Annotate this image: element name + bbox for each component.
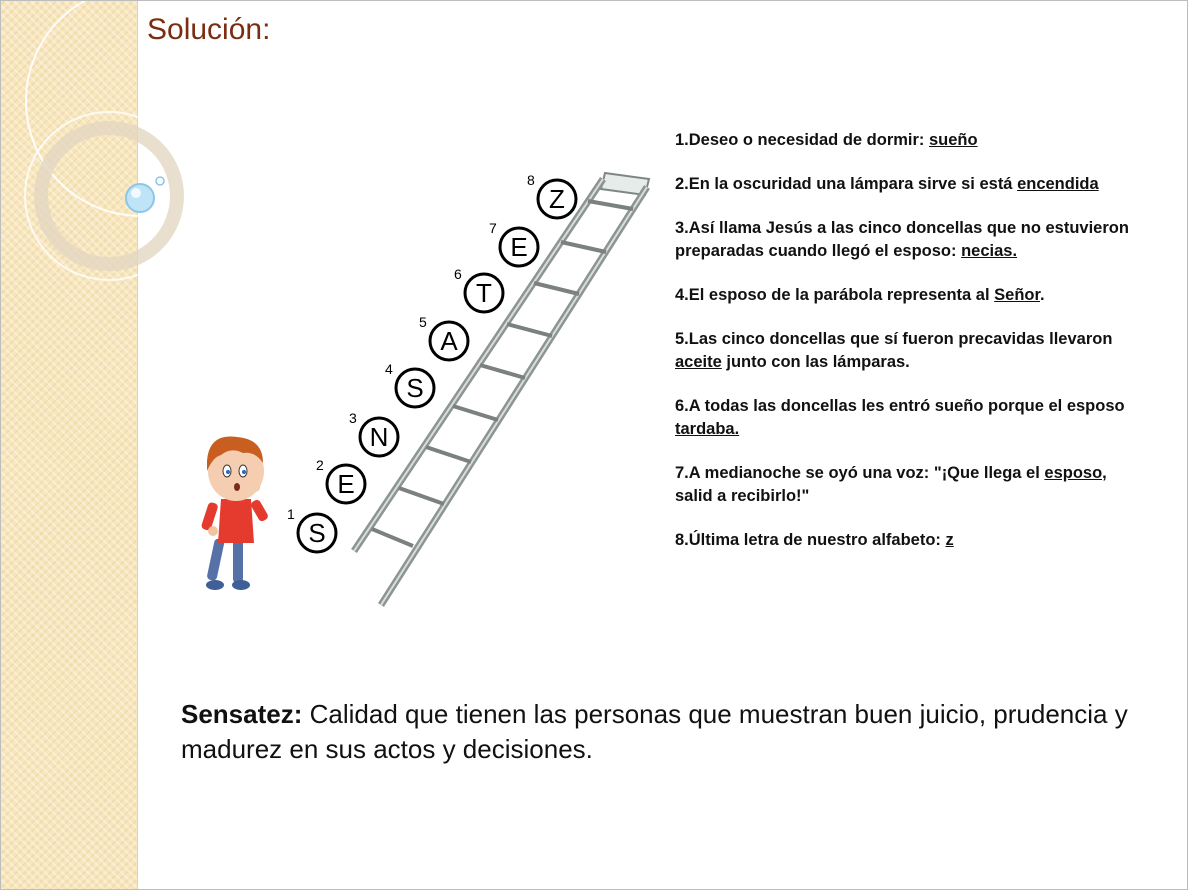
letter-6: T bbox=[476, 278, 492, 308]
letter-number-6: 6 bbox=[454, 266, 462, 282]
clue-list bbox=[675, 129, 1145, 573]
definition-body: Calidad que tienen las personas que muestran buen juicio, prudencia y madurez en sus actos y decisiones. bbox=[181, 699, 1128, 764]
clue-answer: Señor bbox=[994, 286, 1040, 304]
clue-answer: encendida bbox=[1017, 175, 1099, 193]
clue-answer: necias. bbox=[961, 242, 1018, 260]
letter-number-5: 5 bbox=[419, 314, 427, 330]
clue-1 bbox=[675, 129, 1145, 152]
letter-number-8: 8 bbox=[527, 172, 535, 188]
letter-number-3: 3 bbox=[349, 410, 357, 426]
clue-text: 8.Última letra de nuestro alfabeto: bbox=[675, 531, 946, 549]
clue-text-after: junto con las lámparas. bbox=[721, 353, 910, 371]
clue-text: 1.Deseo o necesidad de dormir: bbox=[675, 131, 929, 149]
clue-6 bbox=[675, 395, 1145, 441]
letter-4: S bbox=[406, 373, 424, 403]
clue-text-after: . bbox=[1040, 286, 1045, 304]
clue-4 bbox=[675, 284, 1145, 307]
letter-number-1: 1 bbox=[287, 506, 295, 522]
clue-answer: esposo, bbox=[1044, 464, 1107, 482]
clue-answer: z bbox=[945, 531, 954, 549]
letter-7: E bbox=[510, 232, 528, 262]
letter-8: Z bbox=[549, 184, 565, 214]
clue-8 bbox=[675, 529, 1145, 552]
letter-5: A bbox=[440, 326, 458, 356]
letter-2: E bbox=[337, 469, 355, 499]
ladder-illustration bbox=[151, 121, 661, 621]
slide-title: Solución: bbox=[147, 13, 271, 46]
definition-text bbox=[181, 697, 1141, 767]
clue-text: 3.Así llama Jesús a las cinco doncellas que no estuvieron preparadas cuando llegó el esposo: bbox=[675, 219, 1129, 260]
boy-figure-icon bbox=[201, 437, 270, 591]
clue-answer: aceite bbox=[675, 353, 722, 371]
letter-1: S bbox=[308, 518, 326, 548]
clue-text: 2.En la oscuridad una lámpara sirve si está bbox=[675, 175, 1018, 193]
letter-number-7: 7 bbox=[489, 220, 497, 236]
clue-5 bbox=[675, 328, 1145, 374]
letter-3: N bbox=[369, 422, 389, 452]
clue-text: 7.A medianoche se oyó una voz: "¡Que llega el bbox=[675, 464, 1045, 482]
letter-number-2: 2 bbox=[316, 457, 324, 473]
clue-answer: sueño bbox=[929, 131, 978, 149]
clue-text: 6.A todas las doncellas les entró sueño porque el esposo bbox=[675, 397, 1125, 415]
clue-3 bbox=[675, 217, 1145, 263]
letter-number-4: 4 bbox=[385, 361, 393, 377]
clue-7 bbox=[675, 462, 1145, 508]
clue-2 bbox=[675, 173, 1145, 196]
clue-text-after: salid a recibirlo!" bbox=[675, 487, 810, 505]
clue-text: 4.El esposo de la parábola representa al bbox=[675, 286, 995, 304]
clue-text: 5.Las cinco doncellas que sí fueron precavidas llevaron bbox=[675, 330, 1113, 348]
definition-term: Sensatez: bbox=[181, 699, 303, 729]
clue-answer: tardaba. bbox=[675, 420, 740, 438]
